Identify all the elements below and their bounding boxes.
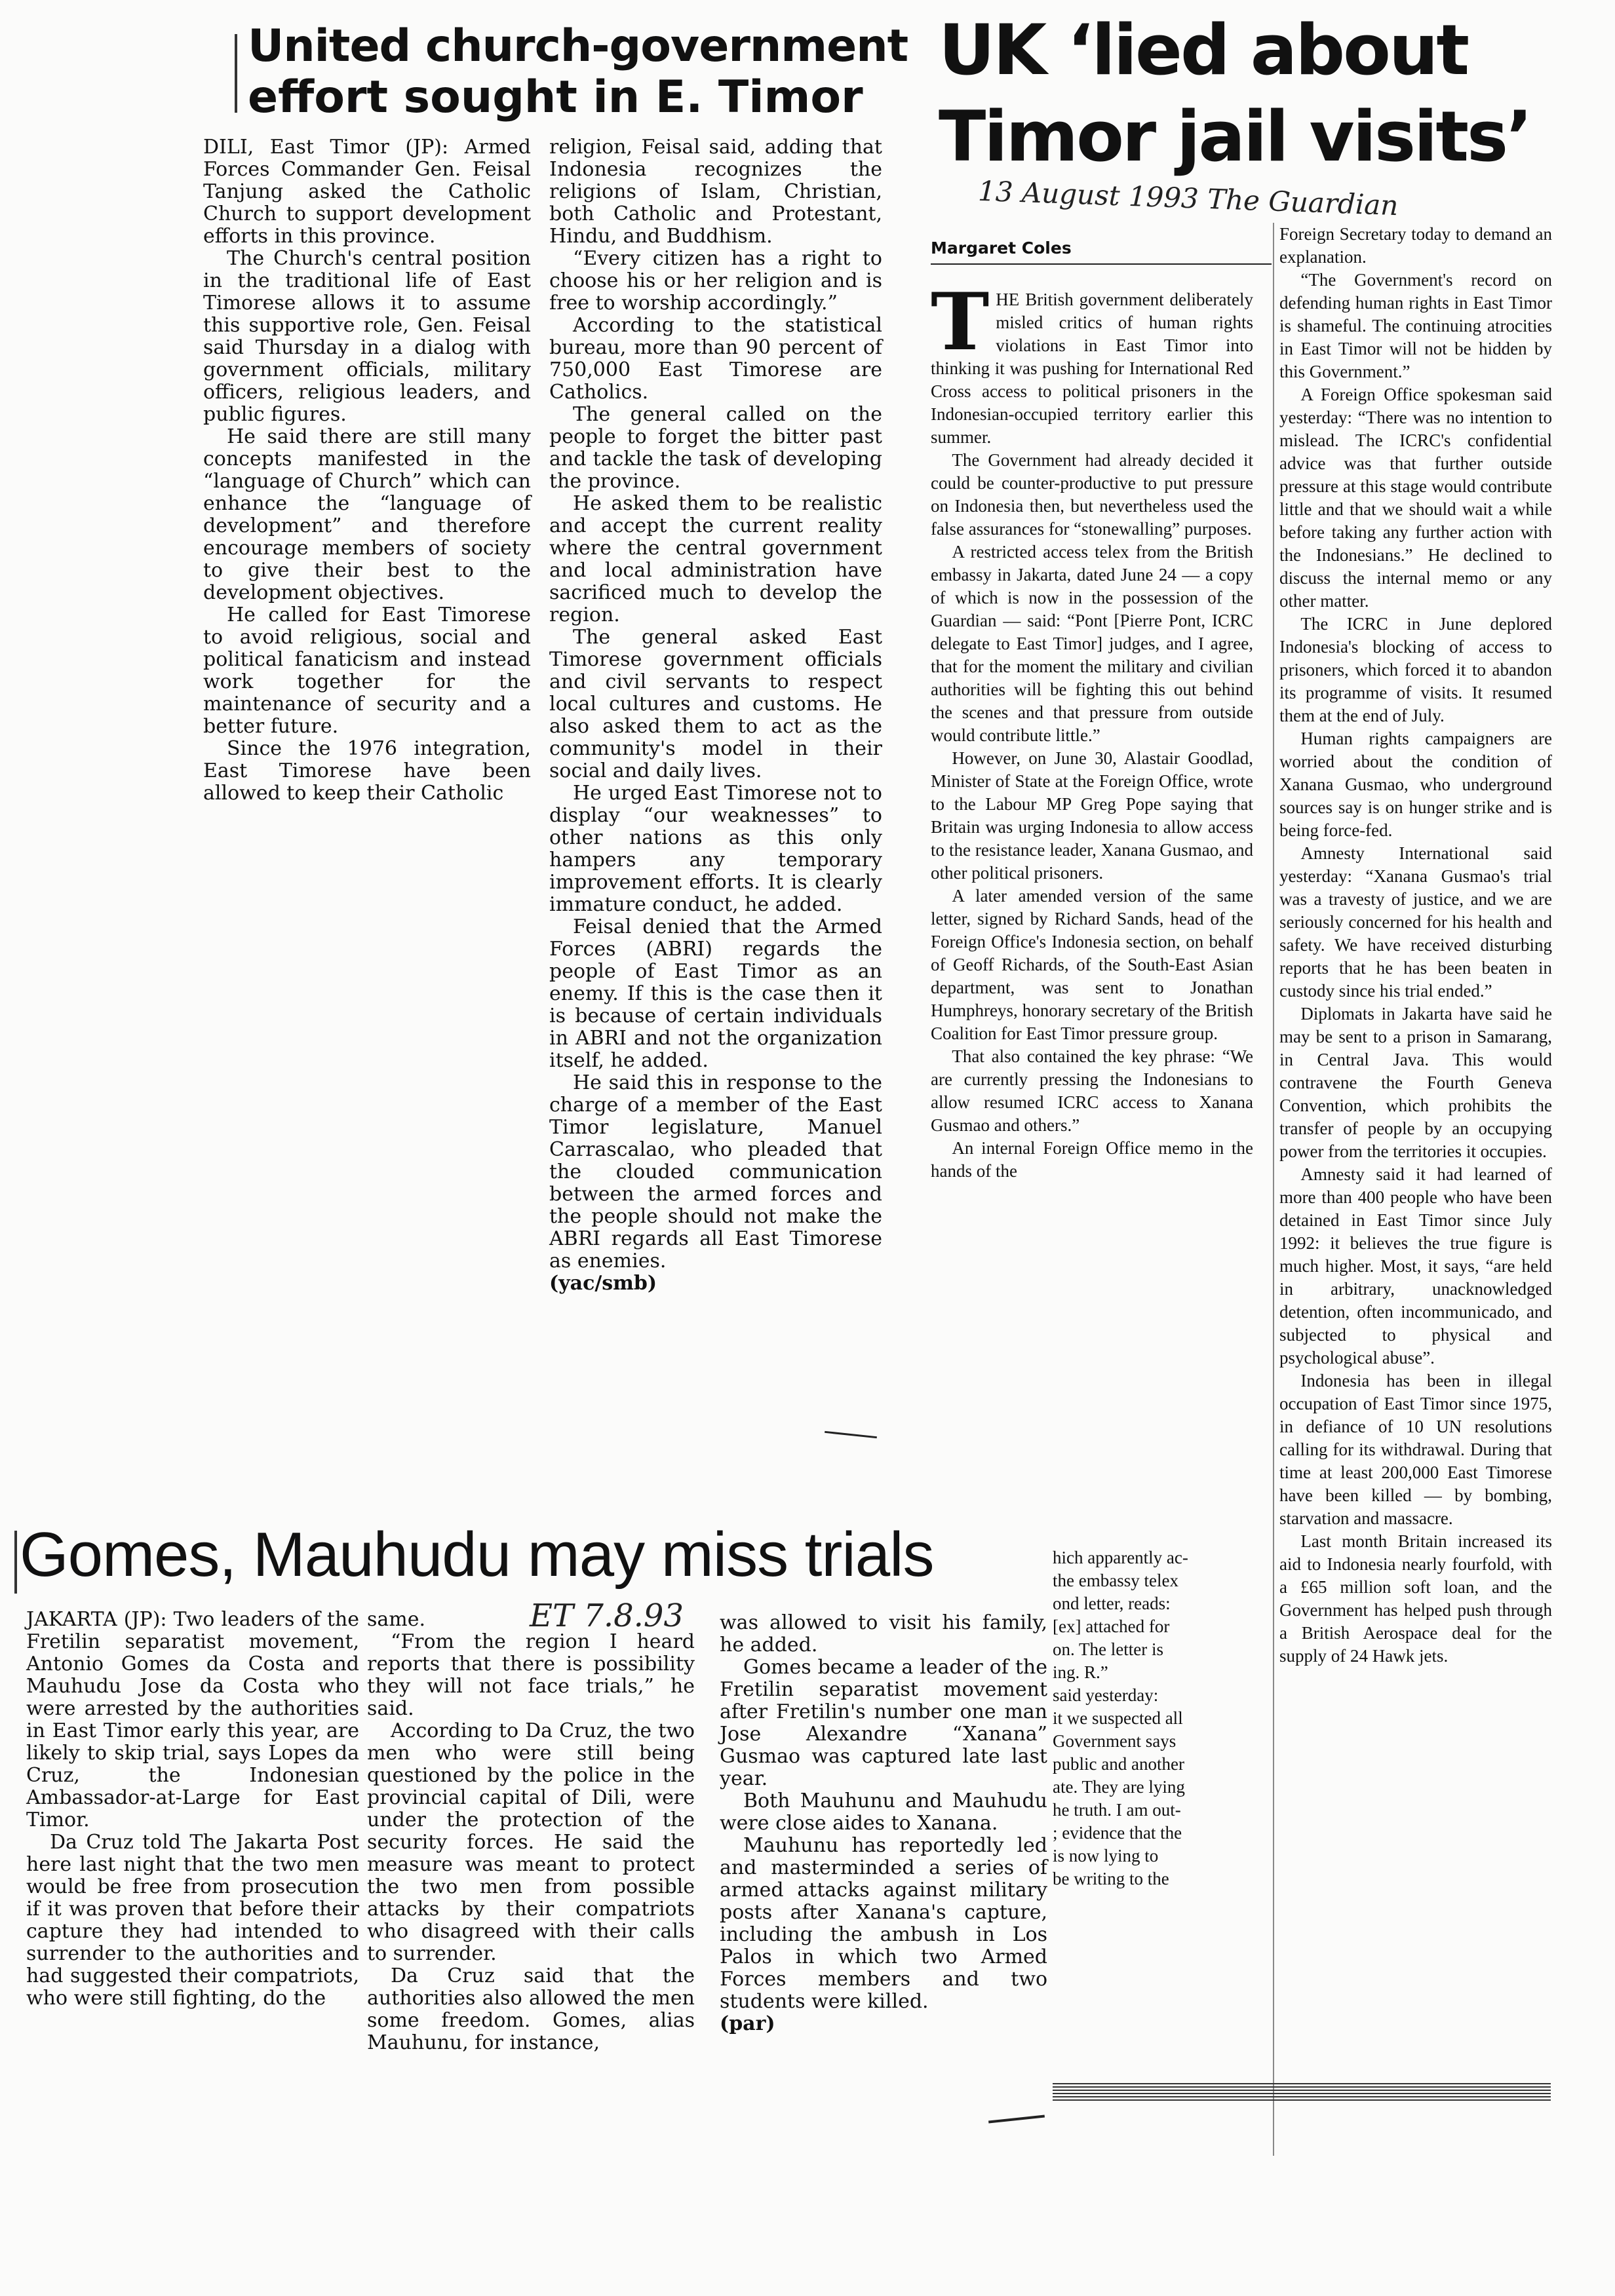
article1-column-2	[549, 136, 882, 1295]
pen-mark	[988, 2115, 1045, 2124]
fragment-line: it we suspected all	[1053, 1708, 1183, 1728]
article2-paragraph: HE British government deliberately misled critics of human rights violations in East Timor into thinking it was pushing for International Red Cross access to political prisoners in the Indonesian-occupied territory earlier this summer.	[931, 290, 1253, 447]
fragment-line: hich apparently ac-	[1053, 1548, 1188, 1567]
fragment-line: [ex] attached for	[1053, 1617, 1170, 1636]
article1-paragraph: According to the statistical bureau, more than 90 percent of 750,000 East Timorese are Catholics.	[549, 314, 882, 404]
article2-paragraph: Foreign Secretary today to demand an explanation.	[1279, 224, 1552, 267]
article1-paragraph: The general asked East Timorese government officials and civil servants to respect local cultures and customs. He also asked them to act as the community's model in their social and daily lives.	[549, 626, 882, 782]
handwritten-date-source: 13 August 1993 The Guardian	[977, 174, 1399, 222]
article2-headline-line1: UK ‘lied about	[939, 10, 1468, 90]
article1-paragraph: He said there are still many concepts manifested in the “language of Church” which can enhance the “language of development” and therefore encourage members of society to give their best to the development objectives.	[203, 425, 531, 604]
article1-column-1	[203, 136, 531, 805]
column-divider	[1273, 223, 1274, 2156]
article3-signoff: (par)	[720, 2012, 775, 2035]
article3-column-3	[720, 1612, 1047, 2035]
fragment-line: be writing to the	[1053, 1869, 1169, 1888]
article3-paragraph: Mauhunu has reportedly led and masterminded a series of armed attacks against military posts after Xanana's capture, including the ambush in Los Palos in which two Armed Forces members and two students were killed.	[720, 1834, 1047, 2013]
handwritten-note: ET 7.8.93	[530, 1598, 684, 1634]
article3-paragraph: Both Mauhunu and Mauhudu were close aides to Xanana.	[720, 1789, 1047, 1835]
article2-column-1	[931, 276, 1253, 1183]
article3-column-2	[367, 1609, 695, 2054]
article2-paragraph: Human rights campaigners are worried about the condition of Xanana Gusmao, who underground sources say is on hunger strike and is being force-fed.	[1279, 729, 1552, 840]
article3-headline: Gomes, Mauhudu may miss trials	[20, 1519, 937, 1591]
article2-paragraph: That also contained the key phrase: “We are currently pressing the Indonesians to allow resumed ICRC access to Xanana Gusmao and others.”	[931, 1046, 1253, 1135]
article2-paragraph: Diplomats in Jakarta have said he may be sent to a prison in Samarang, in Central Java. This would contravene the Fourth Geneva Convention, which prohibits the transfer of people by an occupying power from the territories it occupies.	[1279, 1004, 1552, 1161]
fragment-line: the embassy telex	[1053, 1571, 1178, 1590]
headline-bracket-mark	[14, 1531, 17, 1594]
article1-paragraph: religion, Feisal said, adding that Indonesia recognizes the religions of Islam, Christian, both Catholic and Protestant, Hindu, and Buddhism.	[549, 136, 882, 248]
article1-headline-line1: United church-government	[248, 20, 908, 72]
article1-paragraph: Feisal denied that the Armed Forces (ABRI) regards the people of East Timor as an enemy. If this is the case then it is because of certain individuals in ABRI and not the organization itself, he added.	[549, 915, 882, 1072]
fragment-line: said yesterday:	[1053, 1685, 1159, 1705]
byline-divider	[931, 263, 1272, 265]
article2-headline-line2: Timor jail visits’	[939, 96, 1531, 177]
article2-column-2	[1279, 223, 1552, 1668]
article2-byline: Margaret Coles	[931, 239, 1072, 258]
article1-paragraph: He said this in response to the charge of a member of the East Timor legislature, Manuel Carrascalao, who pleaded that the clouded communication between the armed forces and the people should not make the ABRI regards all East Timorese as enemies.	[549, 1071, 882, 1272]
fragment-line: he truth. I am out-	[1053, 1800, 1181, 1820]
fragment-line: on. The letter is	[1053, 1639, 1163, 1659]
article2-paragraph: Last month Britain increased its aid to Indonesia nearly fourfold, with a £65 million soft loan, and the Government has helped push through a British Aerospace deal for the supply of 24 Hawk jets.	[1279, 1531, 1552, 1666]
article1-paragraph: He called for East Timorese to avoid religious, social and political fanaticism and instead work together for the maintenance of security and a better future.	[203, 603, 531, 738]
article2-paragraph: “The Government's record on defending human rights in East Timor is shameful. The continuing atrocities in East Timor will not be hidden by this Government.”	[1279, 270, 1552, 381]
headline-bracket-mark	[235, 34, 237, 113]
article1-paragraph: He urged East Timorese not to display “our weaknesses” to other nations as this only hampers any temporary improvement efforts. It is clearly immature conduct, he added.	[549, 782, 882, 916]
fragment-line: ; evidence that the	[1053, 1823, 1182, 1843]
article2-paragraph: A restricted access telex from the British embassy in Jakarta, dated June 24 — a copy of which is now in the possession of the Guardian — said: “Pont [Pierre Pont, ICRC delegate to East Timor] judges, and I agree, that for the moment the military and civilian authorities will be fighting this out behind the scenes and that pressure from outside would contribute little.”	[931, 542, 1253, 745]
article1-paragraph: He asked them to be realistic and accept the current reality where the central government and local administration have sacrificed much to develop the region.	[549, 492, 882, 626]
article1-paragraph: The general called on the people to forget the bitter past and tackle the task of developing the province.	[549, 403, 882, 493]
article3-paragraph: was allowed to visit his family, he added.	[720, 1611, 1047, 1656]
article2-paragraph: The ICRC in June deplored Indonesia's blocking of access to prisoners, which forced it to abandon its programme of visits. It resumed them at the end of July.	[1279, 614, 1552, 725]
article3-paragraph: “From the region I heard reports that there is possibility they will not face trials,” he said.	[367, 1630, 695, 1720]
article1-paragraph: Since the 1976 integration, East Timorese have been allowed to keep their Catholic	[203, 737, 531, 805]
article2-column-1-fragment	[1053, 1546, 1253, 1890]
article2-dropcap: T	[931, 276, 990, 368]
fragment-line: ing. R.”	[1053, 1662, 1108, 1682]
article3-paragraph: JAKARTA (JP): Two leaders of the Fretilin separatist movement, Antonio Gomes da Costa and Mauhudu Jose da Costa who were arrested by the authorities in East Timor early this year, are likely to skip trial, says Lopes da Cruz, the Indonesian Ambassador-at-Large for East Timor.	[26, 1608, 359, 1831]
article2-paragraph: Amnesty said it had learned of more than 400 people who have been detained in East Timor since July 1992: it believes the true figure is much higher. Most, it says, “are held in arbitrary, unacknowledged detention, often incommunicado, and subjected to physical and psychological abuse”.	[1279, 1164, 1552, 1368]
article2-paragraph: Indonesia has been in illegal occupation of East Timor since 1975, in defiance of 10 UN resolutions calling for its withdrawal. During that time at least 200,000 East Timorese have been killed — by bombing, starvation and massacre.	[1279, 1371, 1552, 1528]
article2-paragraph: Amnesty International said yesterday: “Xanana Gusmao's trial was a travesty of justice, and we are seriously concerned for his health and safety. We have received disturbing reports that he has been beaten in custody since his trial ended.”	[1279, 843, 1552, 1001]
fragment-line: is now lying to	[1053, 1846, 1159, 1866]
article2-paragraph: However, on June 30, Alastair Goodlad, Minister of State at the Foreign Office, wrote to the Labour MP Greg Pope saying that Britain was urging Indonesia to allow access to the resistance leader, Xanana Gusmao, and other political prisoners.	[931, 748, 1253, 883]
fragment-line: ate. They are lying	[1053, 1777, 1185, 1797]
end-rule	[1053, 2082, 1551, 2101]
article2-paragraph: A Foreign Office spokesman said yesterday: “There was no intention to mislead. The ICRC's confidential advice was that further outside pressure at this stage would contribute little and that we should wait a while before taking any further action with the Indonesians.” He declined to discuss the internal memo or any other matter.	[1279, 385, 1552, 611]
article2-paragraph: The Government had already decided it could be counter-productive to put pressure on Indonesia then, but nevertheless used the false assurances for “stonewalling” purposes.	[931, 450, 1253, 539]
article1-paragraph: The Church's central position in the traditional life of East Timorese allows it to assume this supportive role, Gen. Feisal said Thursday in a dialog with government officials, military officers, religious leaders, and public figures.	[203, 247, 531, 426]
article3-paragraph: According to Da Cruz, the two men who were still being questioned by the police in the provincial capital of Dili, were under the protection of the security forces. He said the measure was meant to protect the two men from possible attacks by their compatriots who disagreed with their calls to surrender.	[367, 1719, 695, 1965]
article1-paragraph: DILI, East Timor (JP): Armed Forces Commander Gen. Feisal Tanjung asked the Catholic Church to support development efforts in this province.	[203, 136, 531, 248]
article2-paragraph: A later amended version of the same letter, signed by Richard Sands, head of the Foreign Office's Indonesia section, on behalf of Geoff Richards, of the South-East Asian department, was sent to Jonathan Humphreys, honorary secretary of the British Coalition for East Timor pressure group.	[931, 886, 1253, 1043]
article3-paragraph: Da Cruz said that the authorities also allowed the men some freedom. Gomes, alias Mauhunu, for instance,	[367, 1964, 695, 2054]
article3-paragraph: Gomes became a leader of the Fretilin separatist movement after Fretilin's number one man Jose Alexandre “Xanana” Gusmao was captured late last year.	[720, 1656, 1047, 1790]
fragment-line: ond letter, reads:	[1053, 1594, 1171, 1613]
pen-mark	[825, 1431, 877, 1438]
fragment-line: public and another	[1053, 1754, 1184, 1774]
article2-paragraph: An internal Foreign Office memo in the hands of the	[931, 1138, 1253, 1181]
article1-paragraph: “Every citizen has a right to choose his or her religion and is free to worship accordingly.”	[549, 247, 882, 315]
article1-headline-line2: effort sought in E. Timor	[248, 71, 863, 123]
article1-signoff: (yac/smb)	[549, 1272, 657, 1295]
article3-column-1	[26, 1609, 359, 2010]
article3-paragraph: same.	[367, 1608, 426, 1631]
fragment-line: Government says	[1053, 1731, 1177, 1751]
article3-paragraph: Da Cruz told The Jakarta Post here last night that the two men would be free from prosecution if it was proven that before their capture they had intended to surrender to the authorities and had suggested their compatriots, who were still fighting, do the	[26, 1831, 359, 2010]
